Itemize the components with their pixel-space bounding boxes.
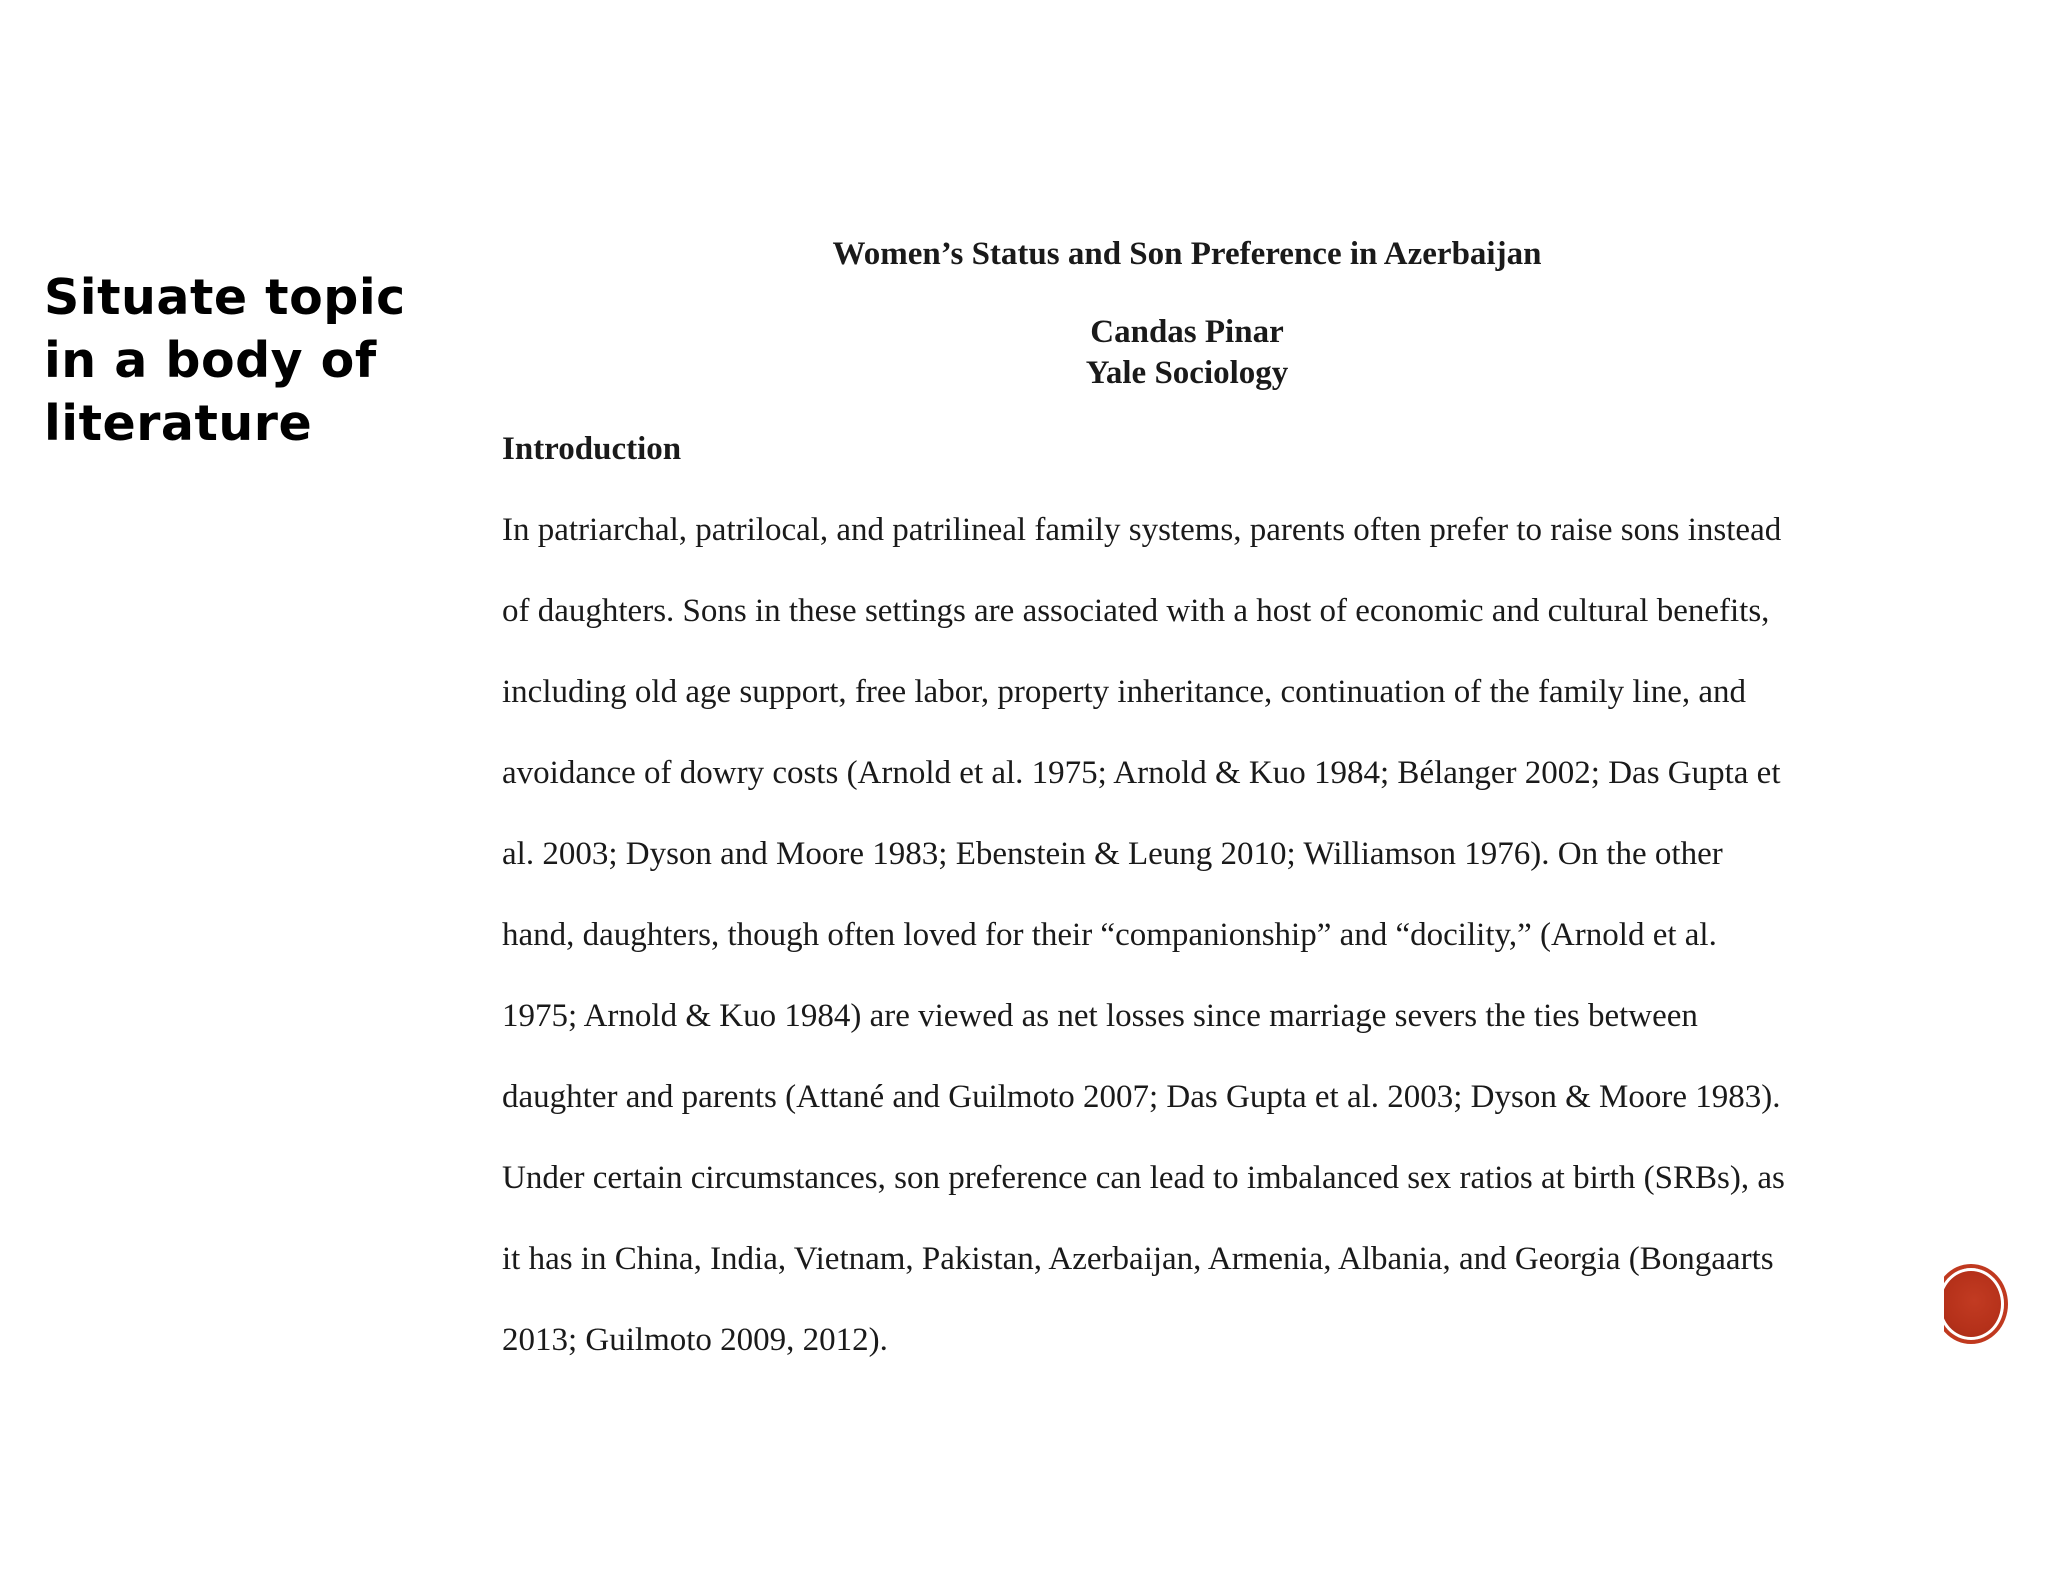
body-line: al. 2003; Dyson and Moore 1983; Ebenstein & Leung 2010; Williamson 1976). On the other (502, 836, 1723, 872)
body-line: including old age support, free labor, property inheritance, continuation of the family line, and (502, 674, 1747, 710)
slide-heading-line: literature (44, 395, 313, 452)
body-line: Under certain circumstances, son preference can lead to imbalanced sex ratios at birth (SRBs), as (502, 1160, 1785, 1196)
section-heading: Introduction (502, 431, 682, 467)
author-name: Candas Pinar (1090, 314, 1284, 350)
slide-heading-line: Situate topic (44, 269, 406, 326)
paper-body (502, 510, 1882, 1401)
body-line: In patriarchal, patrilocal, and patrilineal family systems, parents often prefer to raise sons instead (502, 512, 1782, 548)
author-affiliation: Yale Sociology (1085, 355, 1289, 391)
body-line: it has in China, India, Vietnam, Pakistan, Azerbaijan, Armenia, Albania, and Georgia (Bongaarts (502, 1241, 1774, 1277)
paper-title: Women’s Status and Son Preference in Azerbaijan (832, 236, 1542, 272)
body-line: avoidance of dowry costs (Arnold et al. 1975; Arnold & Kuo 1984; Bélanger 2002; Das Gupta et (502, 755, 1781, 791)
slide-heading-line: in a body of (44, 332, 377, 389)
body-line: 2013; Guilmoto 2009, 2012). (502, 1322, 888, 1358)
body-line: of daughters. Sons in these settings are associated with a host of economic and cultural benefits, (502, 593, 1770, 629)
paper-excerpt (502, 232, 1882, 1401)
author-block (502, 312, 1872, 394)
body-line: hand, daughters, though often loved for their “companionship” and “docility,” (Arnold et al. (502, 917, 1717, 953)
body-line: daughter and parents (Attané and Guilmoto 2007; Das Gupta et al. 2003; Dyson & Moore 1983). (502, 1079, 1781, 1115)
slide-heading (44, 266, 406, 455)
body-line: 1975; Arnold & Kuo 1984) are viewed as net losses since marriage severs the ties between (502, 998, 1698, 1034)
circle-nav-icon[interactable] (1938, 1268, 2004, 1340)
nav-dot-edge (1928, 1266, 1944, 1342)
